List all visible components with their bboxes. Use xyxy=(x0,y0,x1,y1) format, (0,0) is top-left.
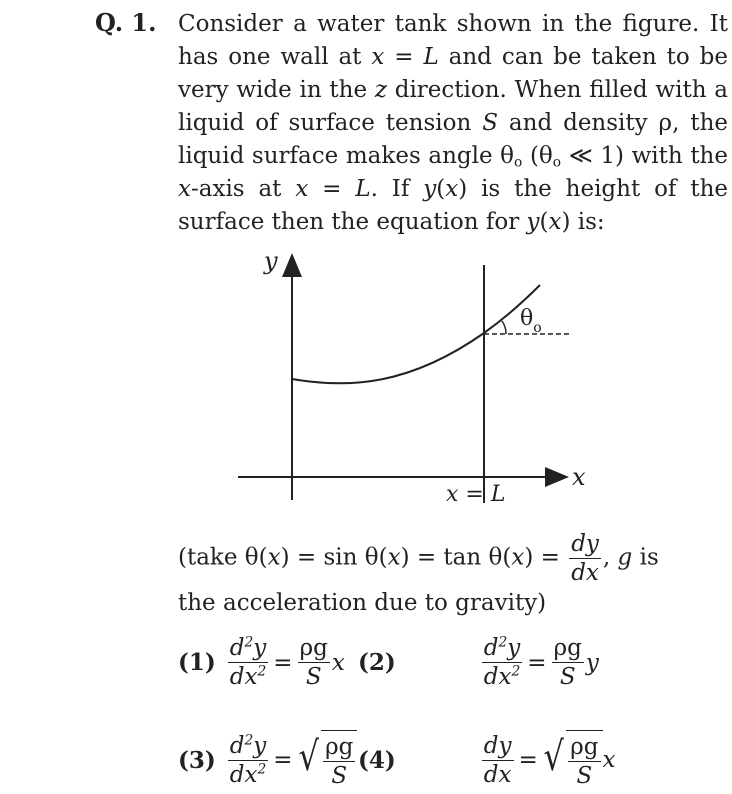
option-label: (3) xyxy=(178,746,216,774)
rhs-variable: y xyxy=(585,649,599,676)
rhs-variable: x xyxy=(602,747,616,773)
equals-sign: = xyxy=(527,649,547,676)
lhs-fraction: $\frac{d^2y}{dx^2}$ xyxy=(229,732,267,788)
square-root: √ $\frac{\rho g}{S}$ xyxy=(296,730,358,790)
y-axis-label: y xyxy=(264,247,278,275)
option-2[interactable] xyxy=(358,634,599,691)
lhs-fraction: $\frac{d^2y}{dx^2}$ xyxy=(229,634,267,690)
option-1[interactable] xyxy=(178,634,345,691)
option-4[interactable] xyxy=(358,730,616,790)
angle-arc xyxy=(502,321,506,334)
hint-note: (take θ(x) = sin θ(x) = tan θ(x) = $\frac{dy}{dx}$ , g is the acceleration due to gravity) xyxy=(178,531,659,616)
option-3[interactable] xyxy=(178,730,357,790)
rhs-fraction: $\frac{\rho g}{S}$ xyxy=(553,635,582,690)
question-stem: Consider a water tank shown in the figure. It has one wall at x = L and can be taken to be very wide in the z direction. When filled with a liquid of surface tension S and density ρ, the liquid surface makes angle $\theta_o$ ($\theta_o$ ≪ 1) with the x-axis at x = L. If y(x) is the height of the surface then the equation for y(x) is: xyxy=(178,11,728,235)
equals-sign: = xyxy=(518,747,538,773)
angle-label: $\theta_o$ xyxy=(520,306,542,336)
rhs-fraction: $\frac{\rho g}{S}$ xyxy=(570,734,599,789)
rhs-variable: x xyxy=(331,649,345,676)
rhs-fraction: $\frac{\rho g}{S}$ xyxy=(299,635,328,690)
option-label: (2) xyxy=(358,649,396,676)
rhs-fraction: $\frac{\rho g}{S}$ xyxy=(325,734,354,789)
lhs-fraction: $\frac{dy}{dx}$ xyxy=(483,732,512,788)
equals-sign: = xyxy=(273,649,293,676)
question-number: Q. 1. xyxy=(95,8,157,37)
square-root: √ $\frac{\rho g}{S}$ xyxy=(541,730,603,790)
lhs-fraction: $\frac{d^2y}{dx^2}$ xyxy=(483,634,521,690)
wall-label: x = L xyxy=(446,482,506,507)
dy-dx-fraction: $\frac{dy}{dx}$ xyxy=(571,531,599,586)
tank-figure xyxy=(230,245,600,515)
option-label: (4) xyxy=(358,746,396,774)
equals-sign: = xyxy=(273,747,293,773)
x-axis-label: x xyxy=(572,463,586,491)
option-label: (1) xyxy=(178,649,216,676)
